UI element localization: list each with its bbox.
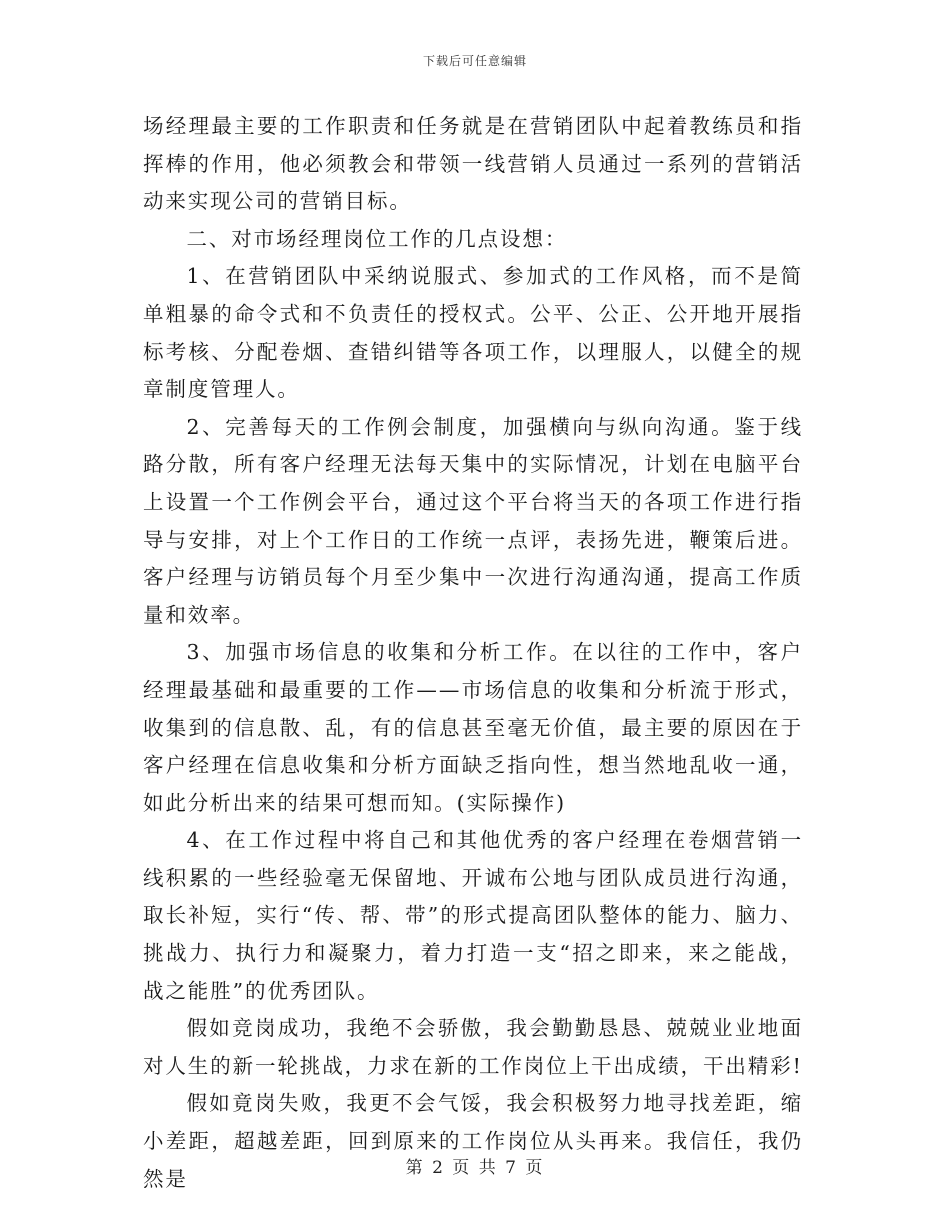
page-header: 下载后可任意编辑 xyxy=(422,54,527,68)
paragraph-item-2: 2、完善每天的工作例会制度，加强横向与纵向沟通。鉴于线路分散，所有客户经理无法每天集中的实际情况，计划在电脑平台上设置一个工作例会平台，通过这个平台将当天的各项工作进行指导与安排，对上个工作日的工作统一点评，表扬先进，鞭策后进。客户经理与访销员每个月至少集中一次进行沟通沟通，提高工作质量和效率。 xyxy=(143,414,803,627)
document-body xyxy=(143,108,803,1198)
paragraph-item-4: 4、在工作过程中将自己和其他优秀的客户经理在卷烟营销一线积累的一些经验毫无保留地、开诚布公地与团队成员进行沟通，取长补短，实行“传、帮、带”的形式提高团队整体的能力、脑力、挑战力、执行力和凝聚力，着力打造一支“招之即来，来之能战，战之能胜”的优秀团队。 xyxy=(143,828,803,1003)
paragraph-item-1: 1、在营销团队中采纳说服式、参加式的工作风格，而不是简单粗暴的命令式和不负责任的授权式。公平、公正、公开地开展指标考核、分配卷烟、查错纠错等各项工作，以理服人，以健全的规章制度管理人。 xyxy=(143,264,803,402)
paragraph-failure: 假如竟岗失败，我更不会气馁，我会积极努力地寻找差距，缩小差距，超越差距，回到原来的工作岗位从头再来。我信任，我仍然是 xyxy=(143,1091,803,1191)
paragraph-item-3: 3、加强市场信息的收集和分析工作。在以往的工作中，客户经理最基础和最重要的工作——市场信息的收集和分析流于形式，收集到的信息散、乱，有的信息甚至毫无价值，最主要的原因在于客户经理在信息收集和分析方面缺乏指向性，想当然地乱收一通，如此分析出来的结果可想而知。(实际操作) xyxy=(143,640,803,815)
paragraph-1: 场经理最主要的工作职责和任务就是在营销团队中起着教练员和指挥棒的作用，他必须教会和带领一线营销人员通过一系列的营销活动来实现公司的营销目标。 xyxy=(143,114,803,214)
section-heading: 二、对市场经理岗位工作的几点设想： xyxy=(186,226,568,251)
page-footer: 第 2 页 共 7 页 xyxy=(405,1158,545,1178)
paragraph-success: 假如竞岗成功，我绝不会骄傲，我会勤勤恳恳、兢兢业业地面对人生的新一轮挑战，力求在新的工作岗位上干出成绩，干出精彩! xyxy=(143,1016,803,1078)
